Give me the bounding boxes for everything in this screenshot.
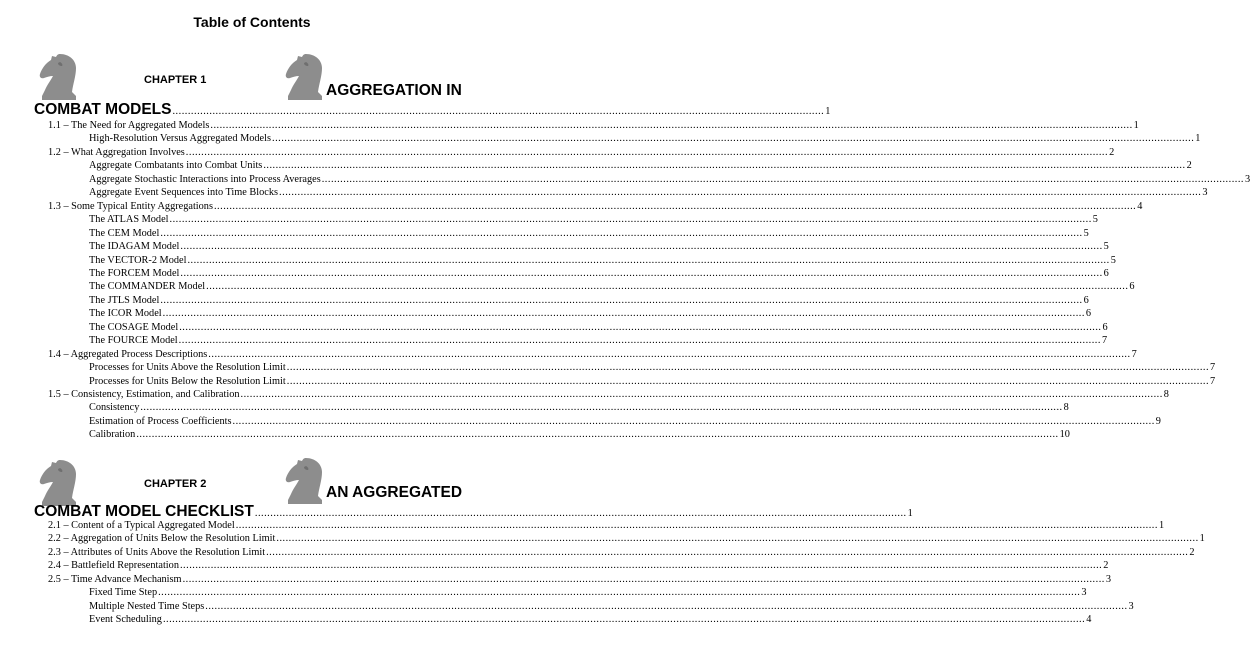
page-number: 2 (1186, 160, 1192, 172)
entry-title: The VECTOR-2 Model (89, 254, 187, 266)
entry-title: 2.3 – Attributes of Units Above the Resolution Limit (48, 546, 266, 558)
entry-title: 1.5 – Consistency, Estimation, and Calibration (48, 389, 240, 400)
dot-leader: ............................................................................................................................................................................................................................................................................................................ (210, 120, 1133, 131)
page-number: 1 (1158, 520, 1165, 531)
dot-leader: ............................................................................................................................................................................................................................................................................................................ (232, 415, 1155, 427)
dot-leader: ............................................................................................................................................................................................................................................................................................................ (180, 267, 1103, 279)
toc-section-entry[interactable] (48, 546, 1195, 559)
toc-subsection-entry[interactable] (89, 600, 1134, 613)
chapter-title: COMBAT MODEL CHECKLIST (34, 503, 254, 520)
dot-leader: ............................................................................................................................................................................................................................................................................................................ (266, 546, 1189, 558)
toc-section-entry[interactable] (48, 519, 1165, 532)
toc-subsection-entry[interactable] (89, 361, 1216, 374)
entry-title: The FOURCE Model (89, 335, 178, 347)
dot-leader: ............................................................................................................................................................................................................................................................................................................ (279, 187, 1202, 199)
page-number: 3 (1081, 587, 1087, 599)
page-number: 6 (1083, 294, 1089, 306)
page-number: 10 (1059, 429, 1070, 441)
dot-leader: ............................................................................................................................................................................................................................................................................................................ (179, 560, 1103, 572)
dot-leader: ............................................................................................................................................................................................................................................................................................................ (286, 375, 1210, 387)
page-number: 4 (1086, 614, 1092, 626)
entry-title: Event Scheduling (89, 614, 162, 626)
dot-leader: ............................................................................................................................................................................................................................................................................................................ (180, 241, 1103, 253)
toc-section-entry[interactable] (48, 348, 1137, 361)
dot-leader: ............................................................................................................................................................................................................................................................................................................ (178, 335, 1101, 347)
page-number: 6 (1085, 308, 1092, 320)
entry-title: 2.2 – Aggregation of Units Below the Resolution Limit (48, 533, 276, 545)
entry-title: 2.4 – Battlefield Representation (48, 560, 179, 572)
entry-title: Aggregate Event Sequences into Time Blocks (89, 187, 279, 199)
knight-icon (282, 456, 328, 506)
toc-section-entry[interactable] (48, 388, 1169, 401)
dot-leader: ............................................................................................................................................................................................................................................................................................................ (272, 133, 1195, 145)
page-number: 2 (1109, 146, 1115, 158)
toc-subsection-entry[interactable] (89, 321, 1108, 334)
toc-subsection-entry[interactable] (89, 227, 1089, 240)
dot-leader: ............................................................................................................................................................................................................................................................................................................ (140, 402, 1063, 414)
dot-leader: ............................................................................................................................................................................................................................................................................................................ (179, 321, 1102, 333)
chapter-1-label: CHAPTER 1 (144, 74, 207, 86)
page-number: 8 (1163, 389, 1169, 400)
toc-subsection-entry[interactable] (89, 428, 1070, 441)
dot-leader: ............................................................................................................................................................................................................................................................................................................ (185, 146, 1109, 158)
dot-leader: ............................................................................................................................................................................................................................................................................................................ (160, 294, 1083, 306)
dot-leader: .................................................................................................................................................................................................................... (172, 106, 825, 117)
toc-section-entry[interactable] (48, 559, 1109, 572)
entry-title: Calibration (89, 429, 136, 441)
toc-subsection-entry[interactable] (89, 375, 1216, 388)
toc-section-entry[interactable] (48, 200, 1143, 213)
toc-subsection-entry[interactable] (89, 240, 1109, 253)
toc-subsection-entry[interactable] (89, 213, 1098, 226)
page-number: 1 (825, 106, 831, 117)
dot-leader: ............................................................................................................................................................................................................................................................................................................ (321, 173, 1244, 185)
dot-leader: ............................................................................................................................................................................................................................................................................................................ (187, 254, 1110, 266)
page-number: 1 (907, 508, 913, 519)
chapter-2-label: CHAPTER 2 (144, 478, 207, 490)
entry-title: The CEM Model (89, 227, 160, 239)
page-number: 5 (1103, 241, 1109, 253)
toc-section-entry[interactable] (48, 146, 1115, 159)
page-number: 2 (1103, 560, 1109, 572)
page-number: 6 (1102, 321, 1108, 333)
toc-subsection-entry[interactable] (89, 186, 1208, 199)
chapter-1-title-right: AGGREGATION IN (326, 82, 462, 99)
entry-title: The IDAGAM Model (89, 241, 180, 253)
toc-subsection-entry[interactable] (89, 613, 1092, 626)
dot-leader: ............................................................................................................................................................................................................................................................................................................ (169, 214, 1092, 226)
toc-subsection-entry[interactable] (89, 173, 1250, 186)
dot-leader: ............................................................................................................................................................................................................................................................................................................ (276, 533, 1199, 545)
chapter-2-title-right: AN AGGREGATED (326, 484, 463, 501)
page-number: 6 (1103, 267, 1109, 279)
dot-leader: ............................................................................................................................................................................................................................................................................................................ (213, 200, 1137, 212)
chapter-title: COMBAT MODELS (34, 101, 172, 118)
entry-title: High-Resolution Versus Aggregated Models (89, 133, 271, 145)
toc-section-entry[interactable] (48, 532, 1205, 545)
dot-leader: ............................................................................................................................................................................................................................................................................................................ (136, 429, 1059, 441)
page-title: Table of Contents (193, 14, 311, 30)
page-number: 3 (1128, 600, 1134, 612)
entry-title: 1.2 – What Aggregation Involves (48, 146, 185, 158)
entry-title: The ICOR Model (89, 308, 162, 320)
toc-subsection-entry[interactable] (89, 334, 1108, 347)
dot-leader: ............................................................................................................................................................................................................................................................................................................ (263, 160, 1186, 172)
dot-leader: ............................................................................................................................................................................................................................................................................................................ (205, 600, 1128, 612)
knight-icon (36, 458, 82, 508)
knight-icon (36, 52, 82, 102)
dot-leader: ............................................................................................................................................................................................................................................................................................................ (206, 281, 1129, 293)
page-number: 9 (1155, 415, 1161, 427)
dot-leader: .................................................................................................................................................................................................................... (254, 508, 907, 519)
toc-subsection-entry[interactable] (89, 280, 1135, 293)
entry-title: Consistency (89, 402, 140, 414)
page-number: 3 (1105, 573, 1111, 585)
page-number: 7 (1210, 362, 1216, 374)
page-number: 7 (1101, 335, 1108, 347)
page-number: 1 (1199, 533, 1205, 545)
page-number: 2 (1189, 546, 1195, 558)
entry-title: 1.4 – Aggregated Process Descriptions (48, 348, 208, 360)
entry-title: The COSAGE Model (89, 321, 179, 333)
page-number: 7 (1210, 375, 1216, 387)
dot-leader: ............................................................................................................................................................................................................................................................................................................ (160, 227, 1083, 239)
page-number: 8 (1063, 402, 1069, 414)
entry-title: Multiple Nested Time Steps (89, 600, 205, 612)
page-number: 7 (1131, 348, 1137, 360)
entry-title: Processes for Units Above the Resolution Limit (89, 362, 286, 374)
page-number: 5 (1110, 254, 1116, 266)
entry-title: 1.1 – The Need for Aggregated Models (48, 120, 210, 131)
entry-title: 2.1 – Content of a Typical Aggregated Model (48, 520, 235, 531)
toc-subsection-entry[interactable] (89, 415, 1161, 428)
toc-subsection-entry[interactable] (89, 159, 1192, 172)
entry-title: The ATLAS Model (89, 214, 169, 226)
entry-title: The JTLS Model (89, 294, 160, 306)
entry-title: Fixed Time Step (89, 587, 158, 599)
toc-subsection-entry[interactable] (89, 267, 1109, 280)
entry-title: Aggregate Combatants into Combat Units (89, 160, 263, 172)
toc-section-entry[interactable] (48, 119, 1139, 132)
entry-title: The FORCEM Model (89, 267, 180, 279)
page-number: 5 (1092, 214, 1098, 226)
toc-subsection-entry[interactable] (89, 294, 1089, 307)
toc-subsection-entry[interactable] (89, 401, 1069, 414)
toc-subsection-entry[interactable] (89, 586, 1087, 599)
toc-section-entry[interactable] (48, 573, 1111, 586)
dot-leader: ............................................................................................................................................................................................................................................................................................................ (235, 520, 1158, 531)
entry-title: Processes for Units Below the Resolution Limit (89, 375, 286, 387)
chapter-1-heading[interactable] (34, 100, 831, 121)
page-number: 3 (1202, 187, 1208, 199)
toc-subsection-entry[interactable] (89, 307, 1092, 320)
dot-leader: ............................................................................................................................................................................................................................................................................................................ (286, 362, 1210, 374)
page-number: 3 (1244, 173, 1250, 185)
dot-leader: ............................................................................................................................................................................................................................................................................................................ (240, 389, 1163, 400)
dot-leader: ............................................................................................................................................................................................................................................................................................................ (208, 348, 1131, 360)
toc-subsection-entry[interactable] (89, 254, 1116, 267)
entry-title: 2.5 – Time Advance Mechanism (48, 573, 182, 585)
dot-leader: ............................................................................................................................................................................................................................................................................................................ (158, 587, 1081, 599)
entry-title: The COMMANDER Model (89, 281, 206, 293)
page-number: 1 (1195, 133, 1201, 145)
page-number: 5 (1083, 227, 1089, 239)
knight-icon (282, 52, 328, 102)
dot-leader: ............................................................................................................................................................................................................................................................................................................ (162, 308, 1085, 320)
page-number: 4 (1137, 200, 1143, 212)
page-number: 6 (1129, 281, 1135, 293)
entry-title: 1.3 – Some Typical Entity Aggregations (48, 200, 213, 212)
page-number: 1 (1133, 120, 1139, 131)
entry-title: Aggregate Stochastic Interactions into Process Averages (89, 173, 321, 185)
entry-title: Estimation of Process Coefficients (89, 415, 232, 427)
toc-subsection-entry[interactable] (89, 132, 1201, 145)
dot-leader: ............................................................................................................................................................................................................................................................................................................ (182, 573, 1105, 585)
dot-leader: ............................................................................................................................................................................................................................................................................................................ (162, 614, 1086, 626)
